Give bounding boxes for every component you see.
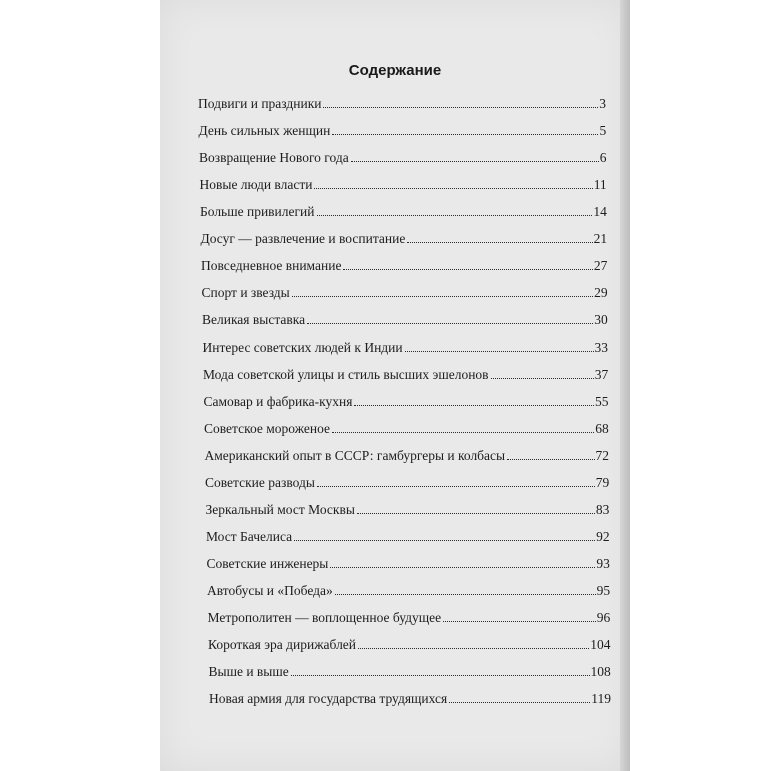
dot-leader [291,675,590,676]
toc-page-number: 83 [595,501,610,517]
toc-entry-title: Мост Бачелиса [206,528,293,544]
toc-entry [208,610,611,628]
toc-page-number: 3 [599,96,606,111]
toc-entry-title: Досуг — развлечение и воспитание [200,231,406,247]
toc-entry [201,258,607,276]
toc-entry-title: Великая выставка [202,312,306,328]
dot-leader [407,242,592,243]
toc-entry-title: Короткая эра дирижаблей [208,637,357,652]
toc-entry [207,583,610,601]
toc-page-number: 33 [594,339,608,355]
dot-leader [357,513,595,514]
toc-entry [208,637,611,655]
toc-entry [199,150,607,168]
toc-page-number: 93 [596,555,610,571]
toc-page-number: 11 [593,177,607,193]
dot-leader [332,432,594,433]
dot-leader [449,702,590,703]
toc-page-number: 5 [599,123,607,138]
toc-page-number: 37 [594,366,609,382]
toc-entry-title: День сильных женщин [198,123,331,138]
toc-entry [207,556,610,574]
toc-page-number: 55 [595,393,609,409]
toc-entry [205,448,610,466]
toc-entry-title: Зеркальный мост Москвы [205,501,355,517]
dot-leader [317,215,593,216]
toc-entry-title: Новые люди власти [199,177,313,193]
dot-leader [443,621,596,622]
toc-page-number: 68 [595,420,609,436]
toc-entry [206,529,610,547]
toc-entry [209,664,611,682]
toc-entry-title: Спорт и звезды [201,285,290,301]
toc-page-number: 14 [593,204,607,220]
dot-leader [491,378,594,379]
toc-title: Содержание [348,62,442,79]
toc-entry-title: Выше и выше [208,664,289,680]
dot-leader [307,323,593,324]
toc-page-number: 79 [595,474,610,490]
toc-entry [204,394,609,412]
toc-page-number: 92 [596,528,610,544]
toc-entry-title: Советские инженеры [206,555,329,571]
toc-entry-title: Возвращение Нового года [199,150,349,166]
toc-page-number: 6 [599,150,607,166]
toc-entry-title: Интерес советских людей к Индии [202,339,403,355]
toc-page-number: 21 [593,231,608,247]
toc-entry-title: Мода советской улицы и стиль высших эшелонов [203,366,489,382]
dot-leader [351,161,599,162]
toc-entry [202,285,608,303]
toc-entry [203,340,609,358]
toc-page-number: 30 [594,312,608,328]
toc-entry-title: Подвиги и праздники [198,96,322,111]
dot-leader [317,486,595,487]
dot-leader [292,296,593,297]
dot-leader [335,594,596,595]
toc-page-number: 29 [594,285,608,301]
dot-leader [314,188,592,189]
toc-entry [206,502,610,520]
toc-entry-title: Советские разводы [205,474,315,490]
toc-page-number: 104 [590,637,611,652]
toc-entry-title: Повседневное внимание [201,258,342,274]
toc-entry-title: Советское мороженое [204,420,330,436]
dot-leader [330,567,595,568]
dot-leader [405,351,594,352]
toc-page-number: 95 [596,582,611,598]
toc-entry-title: Новая армия для государства трудящихся [209,691,448,707]
dot-leader [507,459,594,460]
toc-entry [202,312,608,330]
toc-entry-title: Автобусы и «Победа» [207,582,333,598]
dot-leader [343,269,592,270]
toc-entry [198,96,606,114]
toc-entry-title: Больше привилегий [200,204,315,220]
toc-entry [205,475,609,493]
toc-entry [199,123,607,141]
dot-leader [354,405,594,406]
toc-entry [201,231,608,249]
toc-entry [200,177,607,195]
toc-entry-title: Метрополитен — воплощенное будущее [207,610,442,625]
dot-leader [323,107,598,108]
toc-page-number: 96 [596,610,611,625]
toc-entry [200,204,607,222]
toc-entry-title: Американский опыт в СССР: гамбургеры и колбасы [204,447,506,463]
dot-leader [332,134,598,135]
toc-page-number: 27 [593,258,608,274]
toc-entry [203,367,608,385]
toc-entry [209,691,611,709]
toc-page-number: 108 [590,664,611,680]
toc-page-number: 72 [595,447,609,463]
dot-leader [358,648,589,649]
toc-entry [204,421,609,439]
toc-page-number: 119 [591,691,611,707]
toc-entry-title: Самовар и фабрика-кухня [203,393,353,409]
dot-leader [294,540,595,541]
